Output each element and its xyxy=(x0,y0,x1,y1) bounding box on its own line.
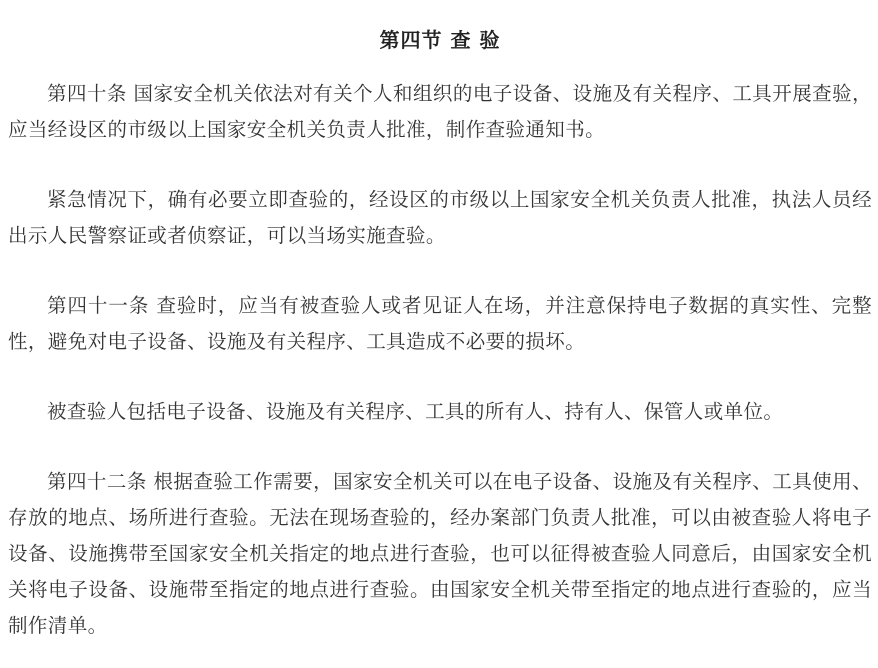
paragraph-emergency-inspection: 紧急情况下，确有必要立即查验的，经设区的市级以上国家安全机关负责人批准，执法人员经出示人民警察证或者侦察证，可以当场实施查验。 xyxy=(8,188,872,247)
section-title: 第四节 查 验 xyxy=(379,28,501,52)
paragraph-article-41: 第四十一条 查验时，应当有被查验人或者见证人在场，并注意保持电子数据的真实性、完整性，避免对电子设备、设施及有关程序、工具造成不必要的损坏。 xyxy=(8,294,872,353)
paragraph-article-42: 第四十二条 根据查验工作需要，国家安全机关可以在电子设备、设施及有关程序、工具使用、存放的地点、场所进行查验。无法在现场查验的，经办案部门负责人批准，可以由被查验人将电子设备、设施携带至国家安全机关指定的地点进行查验，也可以征得被查验人同意后，由国家安全机关将电子设备、设施带至指定的地点进行查验。由国家安全机关带至指定的地点进行查验的，应当制作清单。 xyxy=(8,470,872,637)
paragraph-inspected-party: 被查验人包括电子设备、设施及有关程序、工具的所有人、持有人、保管人或单位。 xyxy=(47,400,784,423)
paragraph-article-40: 第四十条 国家安全机关依法对有关个人和组织的电子设备、设施及有关程序、工具开展查验，应当经设区的市级以上国家安全机关负责人批准，制作查验通知书。 xyxy=(8,82,872,141)
